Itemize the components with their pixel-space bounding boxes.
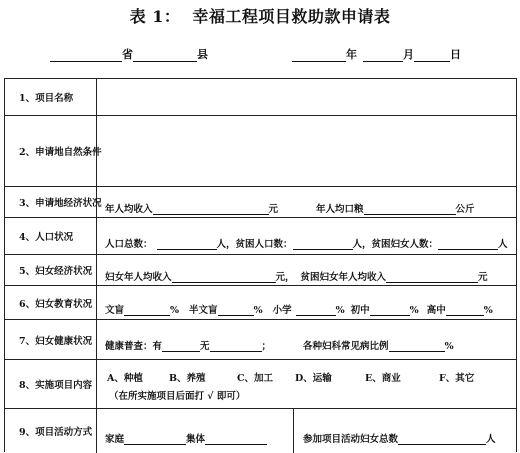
project-name-field[interactable] — [97, 79, 516, 115]
row-label: 6、妇女教育状况 — [5, 286, 97, 319]
disease-ratio-blank[interactable] — [389, 340, 445, 352]
semicolon: ； — [261, 341, 272, 352]
percent-unit: % — [483, 305, 493, 316]
row-economic-status — [5, 187, 516, 218]
annual-grain-blank[interactable] — [364, 203, 456, 215]
poor-women-label: 人，贫困妇女人数： — [352, 239, 439, 250]
option-transport[interactable]: D、运输 — [295, 373, 332, 384]
row-women-health — [5, 320, 516, 360]
activity-line-right — [303, 431, 496, 445]
annual-income-label: 年人均收入 — [105, 204, 153, 215]
health-check-yes-blank[interactable] — [162, 340, 200, 352]
women-income-label: 妇女年人均收入 — [105, 272, 172, 283]
percent-unit: % — [170, 305, 180, 316]
application-table — [4, 78, 517, 452]
population-total-blank[interactable] — [157, 238, 217, 250]
poor-population-label: 人，贫困人口数： — [216, 239, 293, 250]
health-line — [105, 338, 454, 352]
collective-blank[interactable] — [205, 433, 267, 445]
row-project-name — [5, 79, 516, 116]
annual-grain-label: 年人均口粮 — [316, 204, 364, 215]
poor-women-blank[interactable] — [438, 238, 498, 250]
family-label: 家庭 — [105, 434, 125, 445]
illiterate-blank[interactable] — [124, 304, 170, 316]
primary-blank[interactable] — [296, 304, 336, 316]
row-natural-conditions — [5, 116, 516, 187]
project-content-options — [97, 360, 516, 408]
option-planting[interactable]: A、种植 — [107, 373, 143, 384]
health-check-no-blank[interactable] — [210, 340, 262, 352]
date-line — [292, 46, 461, 62]
form-title-text: 幸福工程项目救助款申请表 — [192, 7, 391, 26]
row-label: 9、项目活动方式 — [5, 409, 97, 453]
kg-unit: 公斤 — [455, 204, 475, 215]
row-women-economy — [5, 255, 516, 286]
natural-conditions-field[interactable] — [97, 116, 516, 186]
women-participants-blank[interactable] — [398, 433, 486, 445]
education-line — [105, 302, 493, 316]
primary-label: 小学 — [272, 305, 292, 316]
middle-blank[interactable] — [370, 304, 410, 316]
population-content — [97, 218, 516, 254]
location-line — [50, 46, 208, 62]
row-label: 3、申请地经济状况 — [5, 187, 97, 217]
county-label: 县 — [197, 48, 208, 61]
year-label: 年 — [346, 48, 357, 61]
percent-unit: % — [444, 341, 454, 352]
collective-label: 集体 — [186, 434, 206, 445]
percent-unit: % — [253, 305, 263, 316]
row-label: 7、妇女健康状况 — [5, 320, 97, 359]
economic-line — [105, 201, 475, 215]
check-instruction: （在所实施项目后面打 √ 即可） — [109, 391, 246, 402]
row-population — [5, 218, 516, 255]
high-blank[interactable] — [446, 304, 484, 316]
family-blank[interactable] — [124, 433, 186, 445]
percent-unit: % — [409, 305, 419, 316]
women-health-content — [97, 320, 516, 359]
health-check-no-label: 无 — [200, 341, 210, 352]
yuan-unit: 元， — [275, 272, 295, 283]
option-commerce[interactable]: E、商业 — [365, 373, 401, 384]
semi-illiterate-blank[interactable] — [218, 304, 254, 316]
semi-illiterate-label: 半文盲 — [189, 305, 218, 316]
row-label: 1、项目名称 — [5, 79, 97, 115]
month-label: 月 — [403, 48, 414, 61]
poor-women-income-blank[interactable] — [386, 271, 478, 283]
day-label: 日 — [450, 48, 461, 61]
option-other[interactable]: F、其它 — [439, 373, 475, 384]
health-check-label: 健康普查：有 — [105, 341, 163, 352]
women-economy-content — [97, 255, 516, 285]
table-number: 表 1： — [129, 7, 181, 26]
person-unit: 人 — [486, 434, 496, 445]
year-blank[interactable] — [292, 50, 346, 62]
activity-mode-content — [97, 409, 516, 453]
population-line — [105, 236, 508, 250]
row-project-content — [5, 360, 516, 409]
women-education-content — [97, 286, 516, 319]
poor-population-blank[interactable] — [293, 238, 353, 250]
person-unit: 人 — [498, 239, 508, 250]
women-participants-label: 参加项目活动妇女总数 — [303, 434, 399, 445]
option-breeding[interactable]: B、养殖 — [169, 373, 206, 384]
option-processing[interactable]: C、加工 — [237, 373, 274, 384]
women-economy-line — [105, 269, 488, 283]
yuan-unit: 元 — [478, 272, 488, 283]
row-women-education — [5, 286, 516, 320]
province-blank[interactable] — [50, 50, 122, 62]
disease-ratio-label: 各种妇科常见病比例 — [303, 341, 389, 352]
column-divider — [293, 409, 294, 453]
province-label: 省 — [122, 48, 133, 61]
economic-status-content — [97, 187, 516, 217]
row-label: 5、妇女经济状况 — [5, 255, 97, 285]
women-income-blank[interactable] — [172, 271, 276, 283]
day-blank[interactable] — [414, 50, 450, 62]
row-label: 8、实施项目内容 — [5, 360, 97, 408]
yuan-unit: 元 — [268, 204, 279, 215]
middle-label: 初中 — [350, 305, 370, 316]
high-label: 高中 — [426, 305, 446, 316]
county-blank[interactable] — [133, 50, 197, 62]
form-title — [0, 4, 520, 27]
illiterate-label: 文盲 — [105, 305, 125, 316]
annual-income-blank[interactable] — [153, 203, 269, 215]
population-total-label: 人口总数： — [105, 239, 153, 250]
row-activity-mode — [5, 409, 516, 453]
row-label: 2、申请地自然条件 — [5, 116, 97, 186]
percent-unit: % — [335, 305, 345, 316]
poor-women-income-label: 贫困妇女年人均收入 — [300, 272, 387, 283]
activity-line-left — [105, 431, 267, 445]
row-label: 4、人口状况 — [5, 218, 97, 254]
month-blank[interactable] — [363, 50, 403, 62]
